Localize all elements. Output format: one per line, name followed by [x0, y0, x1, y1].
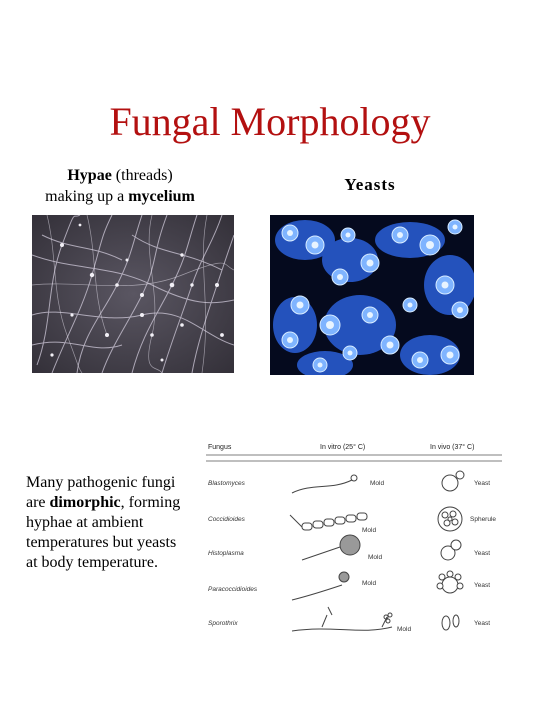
row-vitro-label: Mold [368, 554, 383, 561]
row-vitro-label: Mold [397, 626, 412, 633]
paragraph-text-after: , forming hyphae at ambient temperatures but yeasts at body temperature. [26, 494, 181, 571]
slide-title: Fungal Morphology [109, 99, 431, 144]
hypae-term: Hypae [67, 167, 112, 184]
row-fungus: Sporothrix [208, 620, 238, 627]
arthroconidia-drawing [290, 513, 367, 530]
yeast-cell-drawing [441, 540, 461, 560]
row-vitro-label: Mold [370, 480, 385, 487]
mold-hyphae-drawing [292, 475, 357, 493]
row-fungus: Histoplasma [208, 550, 244, 557]
dimorphic-fungi-diagram [202, 435, 514, 645]
multibudding-yeast-drawing [437, 571, 463, 593]
hyphae-micrograph [32, 215, 234, 373]
hyphae-caption [20, 165, 220, 207]
row-fungus: Blastomyces [208, 480, 245, 487]
header-in-vivo: In vivo (37° C) [430, 444, 475, 451]
row-vivo-label: Spherule [470, 516, 497, 523]
row-fungus: Paracoccidioides [208, 586, 258, 593]
row-vitro-label: Mold [362, 527, 377, 534]
row-vivo-label: Yeast [474, 550, 491, 557]
yeast-cell-drawing [442, 615, 459, 630]
row-fungus: Coccidioides [208, 516, 245, 523]
yeast-cell-drawing [442, 471, 464, 491]
mycelium-term: mycelium [128, 188, 195, 205]
threads-text: (threads) [111, 167, 173, 184]
yeast-micrograph [270, 215, 474, 375]
row-vitro-label: Mold [362, 580, 377, 587]
spherule-drawing [438, 507, 462, 531]
row-vivo-label: Yeast [474, 480, 491, 487]
sporothrix-hyphae-drawing [292, 607, 392, 631]
header-in-vitro: In vitro (25° C) [320, 444, 366, 451]
yeasts-caption: Yeasts [344, 175, 396, 194]
row-vivo-label: Yeast [474, 620, 491, 627]
header-fungus: Fungus [208, 444, 232, 451]
conidium-drawing [292, 572, 349, 600]
dimorphic-term: dimorphic [49, 494, 121, 511]
making-up-text: making up a [45, 188, 129, 205]
macroconidia-drawing [302, 535, 360, 560]
paragraph-text-before: Many pathogenic fungi are [26, 474, 176, 511]
row-vivo-label: Yeast [474, 582, 491, 589]
dimorphic-paragraph [26, 473, 181, 573]
